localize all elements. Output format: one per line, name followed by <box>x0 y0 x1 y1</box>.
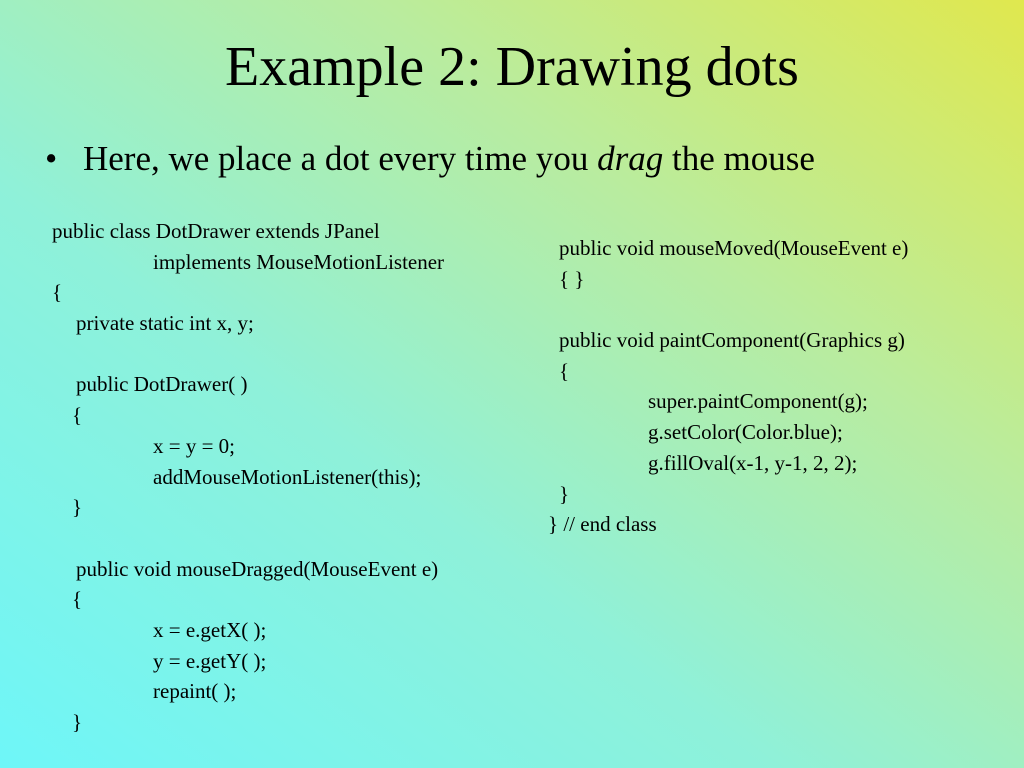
code-line: } <box>559 481 570 506</box>
code-block-right <box>548 233 908 540</box>
code-line: x = e.getX( ); <box>153 617 267 642</box>
code-line: public void paintComponent(Graphics g) <box>559 328 905 353</box>
bullet-point <box>45 137 815 181</box>
code-line: } // end class <box>548 512 657 537</box>
code-line <box>52 523 444 554</box>
code-line: g.fillOval(x-1, y-1, 2, 2); <box>648 450 858 475</box>
code-line: { <box>52 280 63 305</box>
code-line <box>52 339 444 370</box>
slide-title: Example 2: Drawing dots <box>225 36 799 98</box>
code-line: implements MouseMotionListener <box>153 249 445 274</box>
code-line: } <box>72 495 83 520</box>
bullet-text-after: the mouse <box>663 139 815 178</box>
code-line: x = y = 0; <box>153 433 236 458</box>
code-line: g.setColor(Color.blue); <box>648 420 843 445</box>
code-line: private static int x, y; <box>76 311 254 336</box>
code-line: repaint( ); <box>153 679 237 704</box>
code-line <box>548 294 908 325</box>
code-line: public void mouseMoved(MouseEvent e) <box>559 236 909 260</box>
code-block-left <box>52 216 444 738</box>
bullet-symbol: • <box>45 139 58 178</box>
code-line: { <box>72 587 83 612</box>
code-line: public class DotDrawer extends JPanel <box>52 219 380 243</box>
code-line: super.paintComponent(g); <box>648 389 868 414</box>
code-line: { } <box>559 266 585 291</box>
code-line: public DotDrawer( ) <box>76 372 248 397</box>
code-line: y = e.getY( ); <box>153 648 267 673</box>
code-line: public void mouseDragged(MouseEvent e) <box>76 556 439 581</box>
bullet-text-before: Here, we place a dot every time you <box>83 139 598 178</box>
code-line: } <box>72 710 83 734</box>
code-line: { <box>559 358 570 383</box>
code-line: addMouseMotionListener(this); <box>153 464 422 489</box>
bullet-emphasis: drag <box>597 139 664 178</box>
code-line: { <box>72 403 83 428</box>
